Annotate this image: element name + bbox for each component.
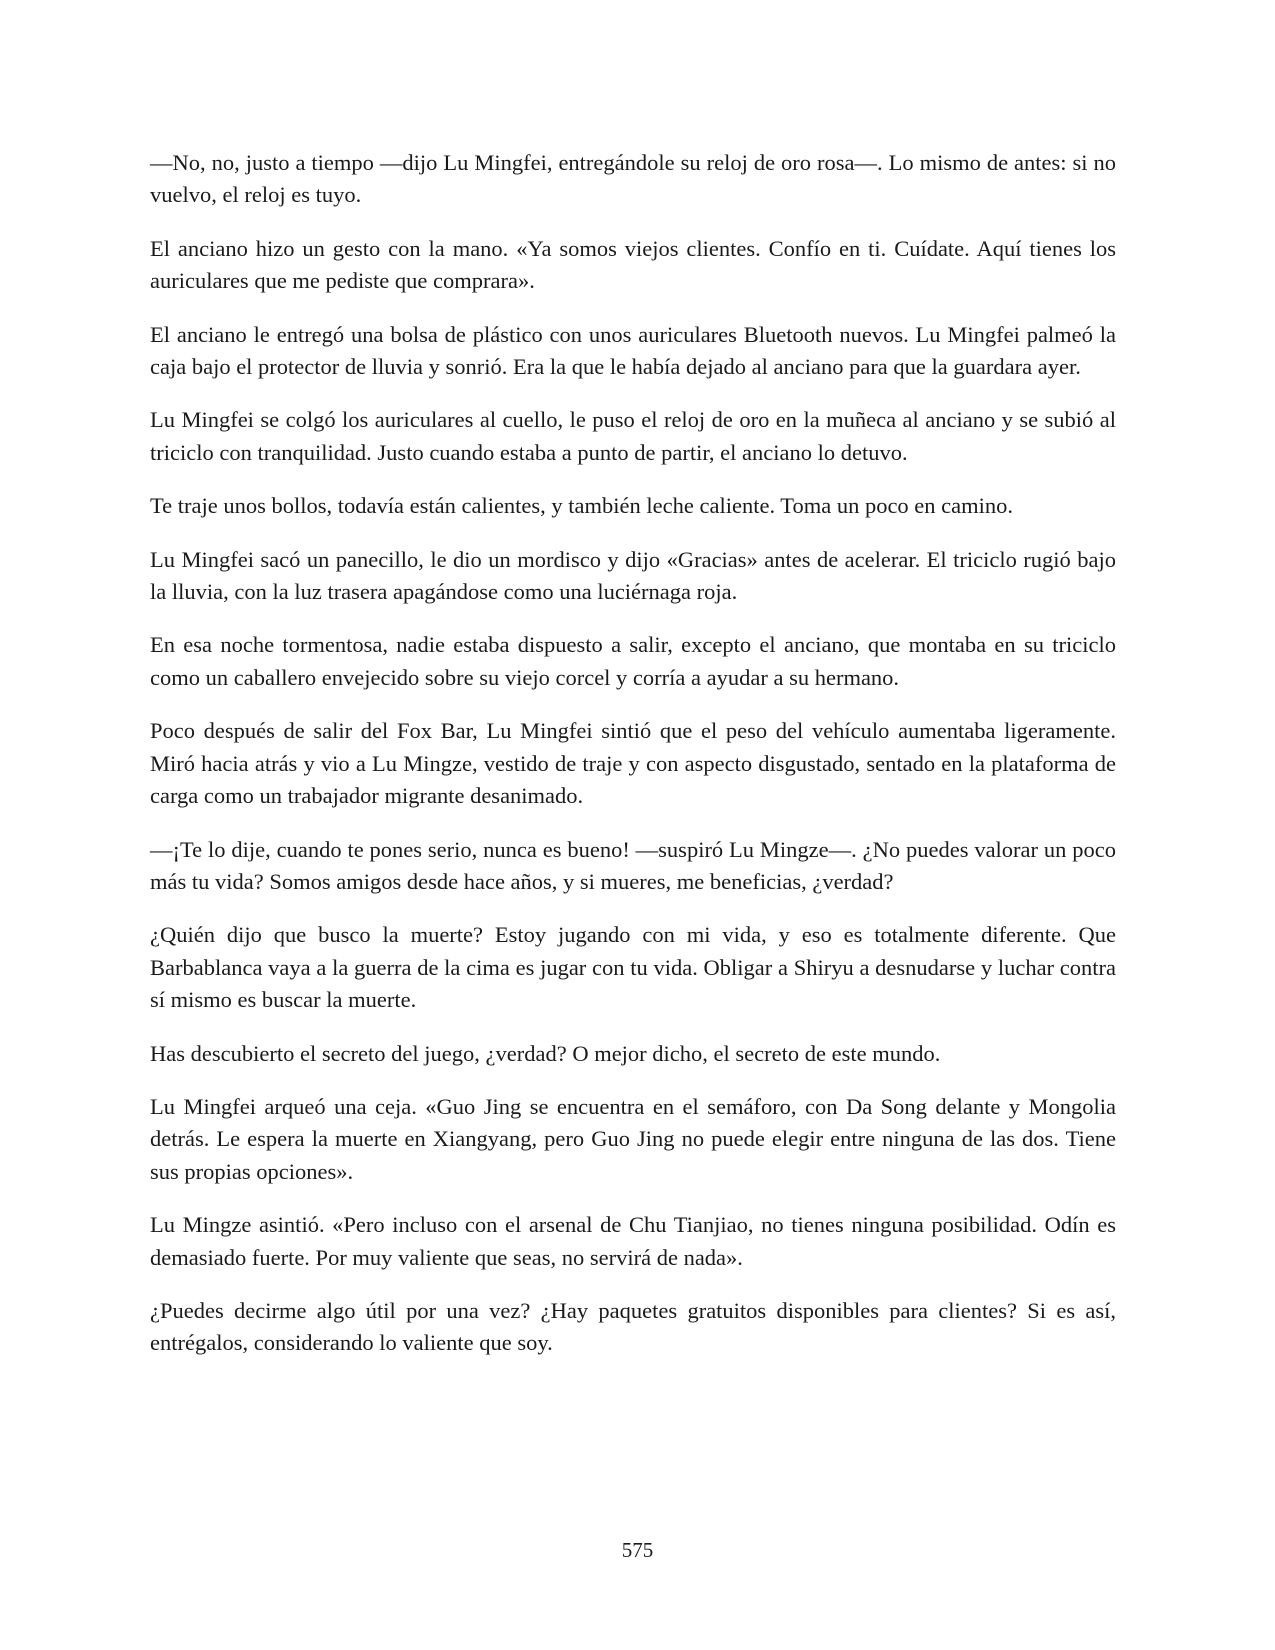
- paragraph: ¿Quién dijo que busco la muerte? Estoy jugando con mi vida, y eso es totalmente diferente. Que Barbablanca vaya a la guerra de la cima es jugar con tu vida. Obligar a Shiryu a desnudarse y luchar contra sí mismo es buscar la muerte.: [150, 922, 1116, 1013]
- paragraph: Poco después de salir del Fox Bar, Lu Mingfei sintió que el peso del vehículo aumentaba ligeramente. Miró hacia atrás y vio a Lu Mingze, vestido de traje y con aspecto disgustado, sentado en la plataforma de carga como un trabajador migrante desanimado.: [150, 718, 1116, 809]
- paragraph: Te traje unos bollos, todavía están calientes, y también leche caliente. Toma un poco en camino.: [150, 493, 1014, 519]
- paragraph: Lu Mingfei sacó un panecillo, le dio un mordisco y dijo «Gracias» antes de acelerar. El triciclo rugió bajo la lluvia, con la luz trasera apagándose como una luciérnaga roja.: [150, 546, 1116, 605]
- paragraph: Lu Mingze asintió. «Pero incluso con el arsenal de Chu Tianjiao, no tienes ninguna posibilidad. Odín es demasiado fuerte. Por muy valiente que seas, no servirá de nada».: [150, 1212, 1116, 1270]
- paragraph: El anciano hizo un gesto con la mano. «Ya somos viejos clientes. Confío en ti. Cuídate. Aquí tienes los auriculares que me pediste que comprara».: [150, 235, 1116, 294]
- paragraph: —No, no, justo a tiempo —dijo Lu Mingfei, entregándole su reloj de oro rosa—. Lo mismo de antes: si no vuelvo, el reloj es tuyo.: [150, 150, 1116, 208]
- paragraph: Has descubierto el secreto del juego, ¿verdad? O mejor dicho, el secreto de este mundo.: [150, 1040, 941, 1066]
- paragraph: En esa noche tormentosa, nadie estaba dispuesto a salir, excepto el anciano, que montaba en su triciclo como un caballero envejecido sobre su viejo corcel y corría a ayudar a su hermano.: [150, 632, 1116, 690]
- page-number: 575: [621, 1538, 654, 1562]
- paragraph: Lu Mingfei se colgó los auriculares al cuello, le puso el reloj de oro en la muñeca al anciano y se subió al triciclo con tranquilidad. Justo cuando estaba a punto de partir, el anciano lo detuvo.: [150, 407, 1116, 465]
- paragraph: —¡Te lo dije, cuando te pones serio, nunca es bueno! —suspiró Lu Mingze—. ¿No puedes valorar un poco más tu vida? Somos amigos desde hace años, y si mueres, me beneficias, ¿verdad?: [150, 836, 1116, 894]
- paragraph: Lu Mingfei arqueó una ceja. «Guo Jing se encuentra en el semáforo, con Da Song delante y Mongolia detrás. Le espera la muerte en Xiangyang, pero Guo Jing no puede elegir entre ninguna de las dos. Tiene sus propias opciones».: [150, 1093, 1116, 1184]
- paragraph: ¿Puedes decirme algo útil por una vez? ¿Hay paquetes gratuitos disponibles para clientes? Si es así, entrégalos, considerando lo valiente que soy.: [150, 1297, 1116, 1356]
- paragraph: El anciano le entregó una bolsa de plástico con unos auriculares Bluetooth nuevos. Lu Mingfei palmeó la caja bajo el protector de lluvia y sonrió. Era la que le había dejado al anciano para que la guardara ayer.: [150, 321, 1116, 380]
- page-body: [150, 147, 1116, 1381]
